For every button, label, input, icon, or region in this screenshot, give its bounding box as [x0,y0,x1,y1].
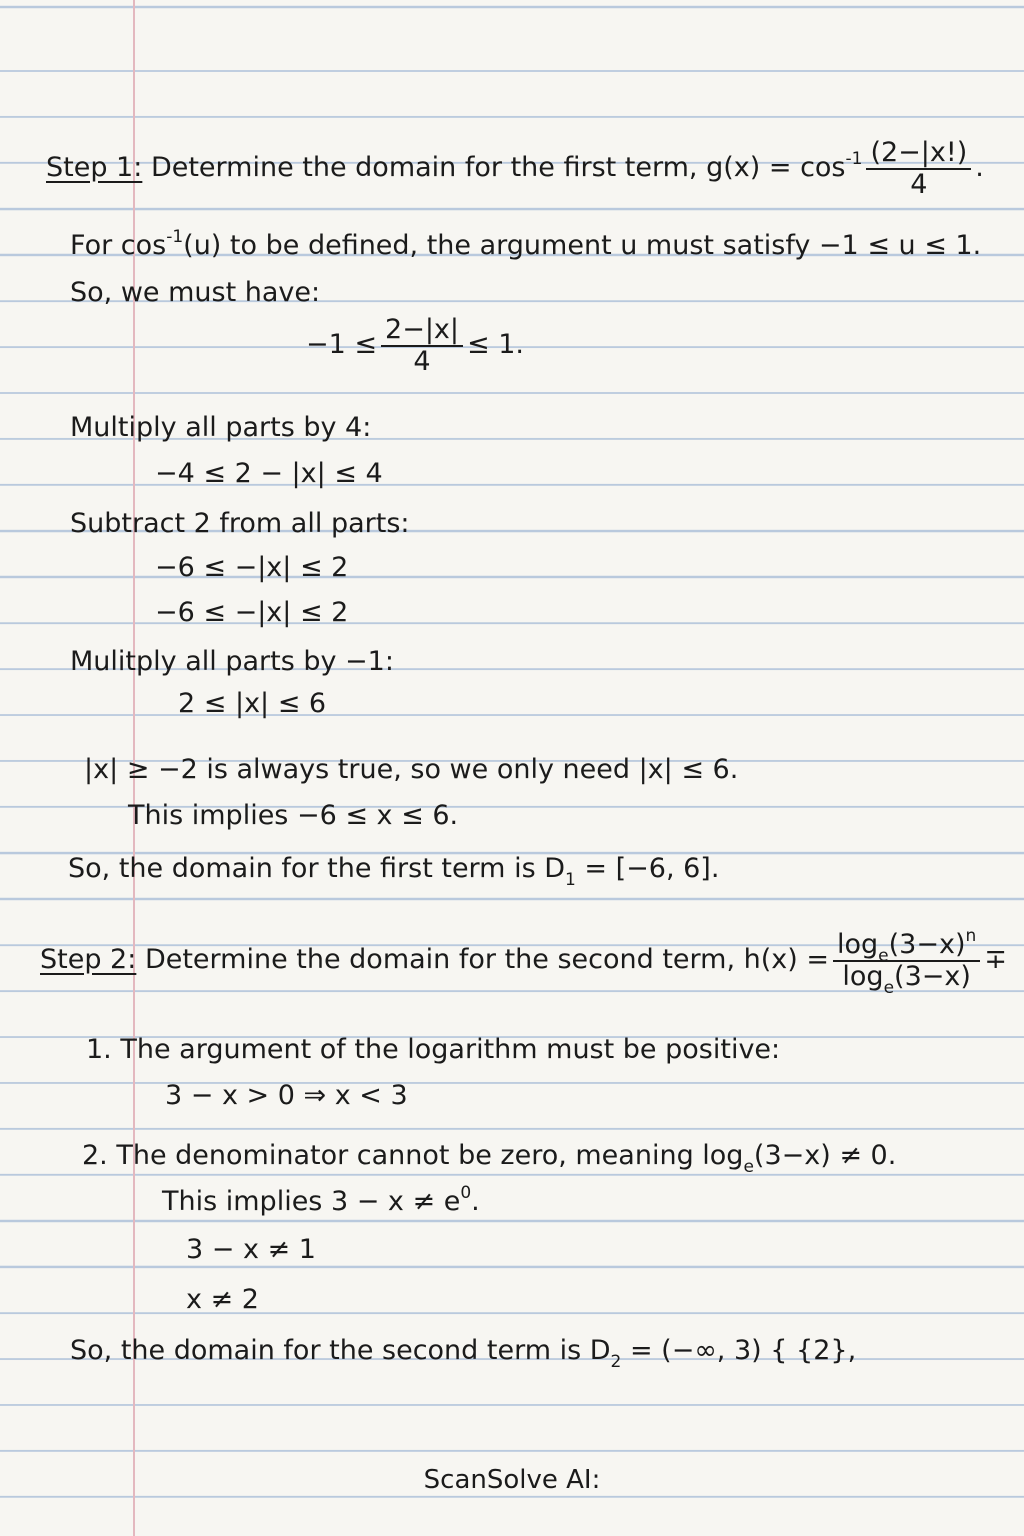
exp-sup: 0 [460,1183,472,1203]
step2-frac-den [833,960,980,998]
num-arg: (3−x) [888,929,966,960]
d1-value: = [−6, 6]. [575,853,720,884]
line-denominator-nonzero [82,1140,897,1177]
line-domain-d1 [68,853,720,890]
d2-sub: 2 [610,1352,622,1372]
text-argument-condition: (u) to be defined, the argument u must satisfy −1 ≤ u ≤ 1. [183,230,982,261]
den-log-sub: e [883,977,895,998]
line-3-minus-x: 3 − x ≠ 1 [186,1234,316,1265]
sup-minus-one: -1 [166,227,184,247]
exp-end: . [471,1186,480,1217]
den-arg: (3−x) [894,960,971,992]
line-multiply-neg1: Mulitply all parts by −1: [70,646,394,677]
num-log: log [837,929,879,960]
step2-heading [40,926,1007,998]
line-x-not-2: x ≠ 2 [186,1284,259,1315]
den-log: log [842,960,884,992]
text-for-cos: For cos [70,230,167,261]
denom-text: 2. The denominator cannot be zero, meaning log [82,1140,744,1171]
step1-label: Step 1: [46,152,143,184]
line-multiply-4: Multiply all parts by 4: [70,412,372,443]
line-ineq-6b: −6 ≤ −|x| ≤ 2 [155,597,349,628]
d2-text: So, the domain for the second term is D [70,1335,611,1366]
step2-label: Step 2: [40,944,137,976]
line-abs-range: 2 ≤ |x| ≤ 6 [178,688,327,719]
step1-text: Determine the domain for the first term, g(x) = cos [150,152,846,184]
ineq-right: ≤ 1. [467,329,524,361]
line-x-less-3: 3 − x > 0 ⇒ x < 3 [165,1080,408,1111]
line-always-true: |x| ≥ −2 is always true, so we only need |x| ≤ 6. [84,754,739,785]
step1-fraction [866,138,971,199]
footer-scansolve: ScanSolve AI: [423,1465,601,1495]
num-log-sub: e [878,946,889,966]
denom-sub: e [743,1157,754,1177]
step2-end: ∓ [984,944,1007,976]
num-sup: n [965,926,977,946]
denom-rest: (3−x) ≠ 0. [753,1140,897,1171]
exp-text: This implies 3 − x ≠ e [162,1186,461,1217]
step1-sup: -1 [845,149,863,170]
line-ineq-4: −4 ≤ 2 − |x| ≤ 4 [155,458,383,489]
line-domain-d2 [70,1335,857,1372]
step1-frac-num: (2−|x!) [866,138,971,170]
step1-end: . [975,152,984,184]
d1-sub: 1 [565,870,576,890]
ineq-num: 2−|x| [381,315,463,347]
ineq-left: −1 ≤ [306,329,378,361]
ineq-fraction [381,315,463,376]
step2-frac-num [833,926,980,966]
line-implies-range: This implies −6 ≤ x ≤ 6. [128,800,459,831]
line-subtract-2: Subtract 2 from all parts: [70,508,410,539]
step2-text: Determine the domain for the second term, h(x) = [144,944,829,976]
line-must-have: So, we must have: [70,277,321,308]
line-ineq-6a: −6 ≤ −|x| ≤ 2 [155,552,349,583]
step1-heading [46,138,984,199]
d2-value: = (−∞, 3) { {2}, [621,1335,857,1366]
line-implies-exp [162,1183,480,1218]
step1-frac-den: 4 [910,168,928,200]
line-log-positive: 1. The argument of the logarithm must be positive: [86,1034,781,1065]
inequality-fraction [306,315,524,376]
step2-fraction [833,926,980,998]
line-cos-definition [70,227,982,262]
d1-text: So, the domain for the first term is D [68,853,566,884]
ineq-den: 4 [413,345,431,377]
